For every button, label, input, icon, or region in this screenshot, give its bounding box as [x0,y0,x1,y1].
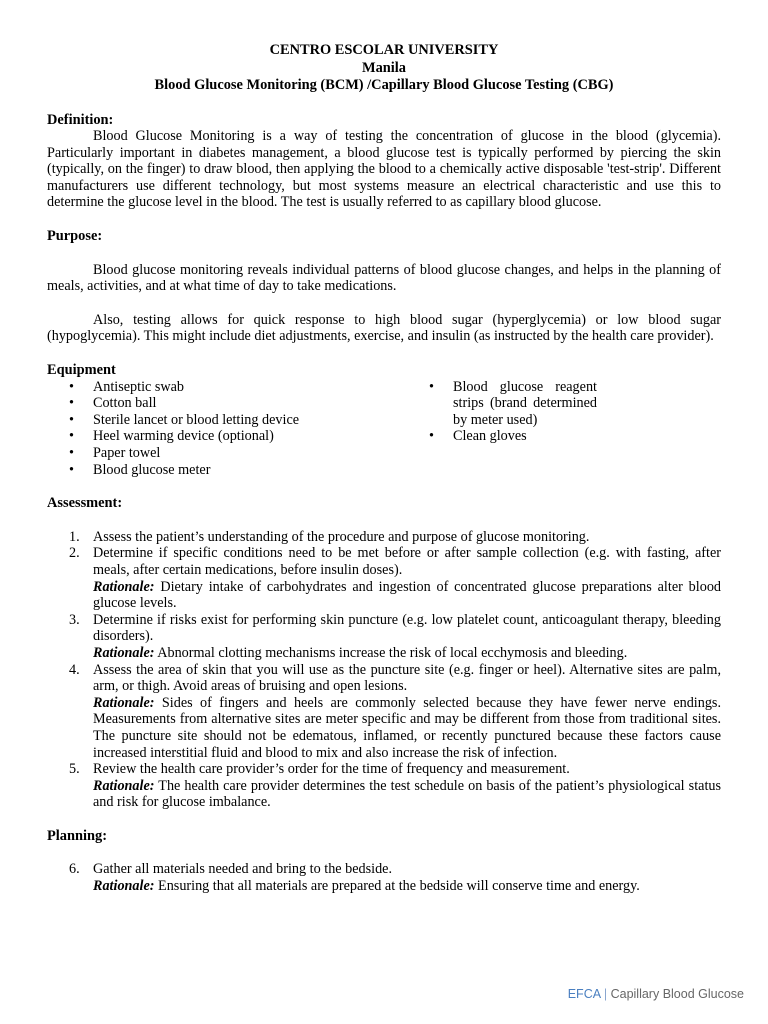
step-number: 2. [69,545,80,562]
step-number: 5. [69,761,80,778]
institution-city: Manila [362,59,406,76]
step-number: 3. [69,611,80,628]
list-item: • Blood glucose meter [47,462,407,479]
list-item: • Cotton ball [47,395,407,412]
purpose-heading: Purpose: [47,228,103,245]
footer-brand: EFCA [567,987,601,1001]
page-footer [568,986,744,1003]
institution-name: CENTRO ESCOLAR UNIVERSITY [269,42,499,58]
step-text: Gather all materials needed and bring to the bedside. [93,861,393,878]
list-item: • Paper towel [47,445,407,462]
footer-separator: | [603,987,608,1001]
rationale-text: Abnormal clotting mechanisms increase the risk of local ecchymosis and bleeding. [157,644,628,661]
document-page [47,42,721,895]
rationale-text: Dietary intake of carbohydrates and ingestion of concentrated glucose preparations alter blood glucose levels. [93,578,722,612]
equipment-list [47,379,721,479]
step-text: Assess the area of skin that you will use as the puncture site (e.g. finger or heel). Alternative sites are palm, arm, or thigh. Avoid areas of bruising and open lesions. [93,661,721,695]
list-item [47,545,721,611]
rationale-label: Rationale: [93,878,155,895]
list-item [47,612,721,662]
list-item [47,529,721,546]
step-text: Determine if specific conditions need to be met before or after sample collection (e.g. with fasting, after meals, after certain medications, before insulin doses). [93,545,721,578]
document-title: Blood Glucose Monitoring (BCM) /Capillary Blood Glucose Testing (CBG) [154,77,614,93]
step-text: Review the health care provider’s order for the time of frequency and measurement. [93,761,570,778]
assessment-heading: Assessment: [47,495,123,512]
list-item: • Antiseptic swab [47,379,407,396]
list-item [47,662,721,762]
step-text: Determine if risks exist for performing skin puncture (e.g. low platelet count, anticoagulant therapy, bleeding disorders). [93,611,721,645]
footer-label: Capillary Blood Glucose [610,987,744,1001]
step-number: 6. [69,861,80,878]
rationale-label: Rationale: [93,644,155,661]
list-item: • Sterile lancet or blood letting device [47,412,407,429]
equipment-column-right [407,379,597,479]
rationale-text: Sides of fingers and heels are commonly selected because they have fewer nerve endings. Measurements from alternative sites are meter specific and may be different from those from traditional sites. The puncture site should not be edematous, inflamed, or recently punctured because these factors cause increased interstitial fluid and blood to mix and also increase the risk of infection. [93,694,721,761]
rationale-text: The health care provider determines the test schedule on basis of the patient’s physiological status and risk for glucose imbalance. [93,777,722,811]
list-item: • Blood glucose reagent strips (brand determined by meter used) [407,379,597,429]
list-item: • Clean gloves [407,428,597,445]
definition-text: Blood Glucose Monitoring is a way of testing the concentration of glucose in the blood (glycemia). Particularly important in diabetes management, a blood glucose test is typically performed by piercing the skin (typically, on the finger) to draw blood, then applying the blood to a chemically active disposable 'test-strip'. Different manufacturers use different technology, but most systems measure an electrical characteristic and use this to determine the glucose level in the blood. The test is usually referred to as capillary blood glucose. [47,128,721,211]
step-text: Assess the patient’s understanding of the procedure and purpose of glucose monitoring. [93,528,590,545]
step-number: 4. [69,661,80,678]
equipment-heading: Equipment [47,362,116,379]
assessment-list [47,529,721,811]
list-item [47,761,721,811]
purpose-paragraph-2: Also, testing allows for quick response to high blood sugar (hyperglycemia) or low blood sugar (hypoglycemia). This might include diet adjustments, exercise, and insulin (as instructed by the health care provider). [47,311,721,345]
list-item: • Heel warming device (optional) [47,428,407,445]
rationale-text: Ensuring that all materials are prepared at the bedside will conserve time and energy. [158,878,640,895]
planning-list [47,861,721,894]
planning-heading: Planning: [47,827,107,844]
rationale-label: Rationale: [93,777,155,794]
definition-heading: Definition: [47,111,114,128]
document-header [47,42,721,95]
step-number: 1. [69,528,80,545]
purpose-paragraph-1: Blood glucose monitoring reveals individual patterns of blood glucose changes, and helps in the planning of meals, activities, and at what time of day to take medications. [47,261,721,295]
list-item [47,861,721,894]
rationale-label: Rationale: [93,578,155,595]
rationale-label: Rationale: [93,694,155,711]
equipment-column-left [47,379,407,479]
